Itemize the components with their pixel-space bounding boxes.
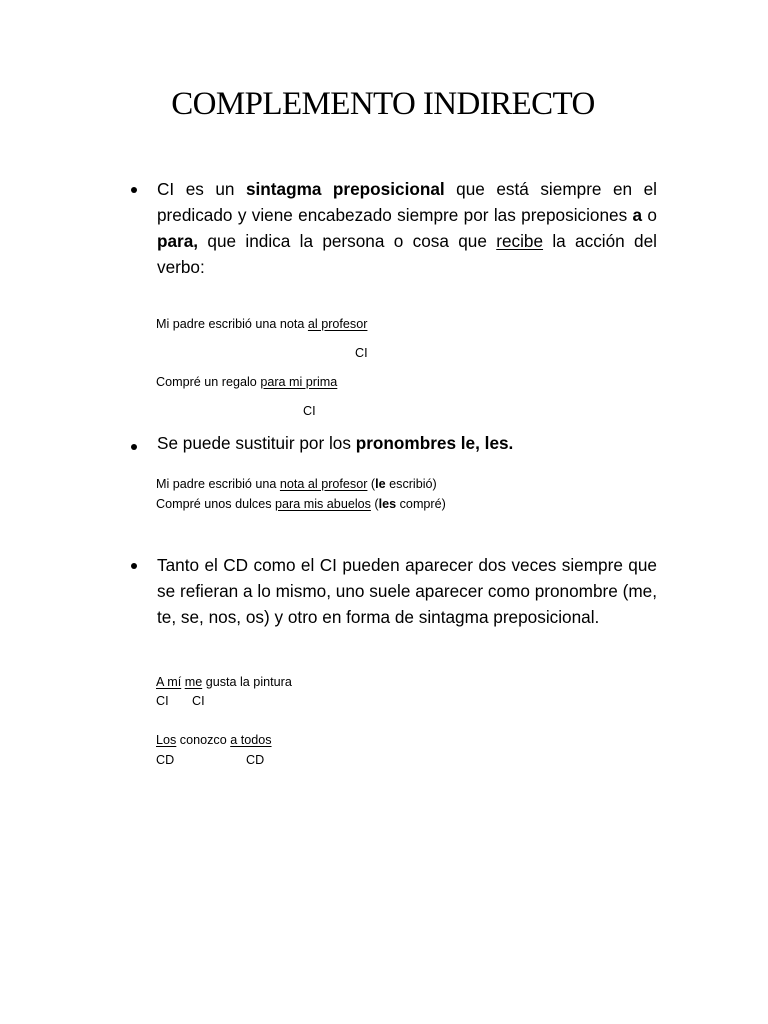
example-sentence	[156, 475, 437, 494]
bold-pronoun: les	[378, 497, 397, 511]
underlined-phrase: Los	[156, 733, 177, 747]
cd-label: CD	[246, 753, 265, 767]
bullet-3-text: Tanto el CD como el CI pueden aparecer dos veces siempre que se refieran a lo mismo, uno suele aparecer como pronombre (me, te, se, nos, os) y otro en forma de sintagma preposicional.	[157, 555, 657, 627]
text-run: o	[642, 205, 657, 225]
text-run: compré)	[396, 497, 446, 511]
example-sentence	[156, 373, 337, 392]
underlined-phrase: me	[184, 675, 203, 689]
underlined-phrase: para mi prima	[260, 375, 338, 389]
text-run: Mi padre escribió una nota	[156, 317, 308, 331]
ci-label: CI	[156, 694, 169, 708]
bullet-marker	[131, 444, 137, 450]
page-title: COMPLEMENTO INDIRECTO	[171, 86, 595, 122]
ci-label: CI	[303, 404, 316, 418]
example-sentence	[156, 673, 292, 692]
text-run: que está siempre en el predicado y viene encabezado siempre por las preposiciones	[157, 179, 657, 225]
underlined-phrase: a todos	[230, 733, 272, 747]
text-run: la acción del verbo:	[157, 231, 657, 277]
example-sentence	[156, 495, 446, 514]
text-run: (	[367, 477, 376, 491]
text-run: Mi padre escribió una	[156, 477, 280, 491]
underlined-phrase: A mí	[156, 675, 182, 689]
underlined-term: recibe	[496, 231, 544, 251]
bold-term: a	[632, 205, 643, 225]
underlined-phrase: al profesor	[307, 317, 368, 331]
underlined-phrase: nota al profesor	[279, 477, 368, 491]
text-run: escribió)	[385, 477, 437, 491]
text-run: gusta la pintura	[202, 675, 292, 689]
bullet-marker	[131, 187, 137, 193]
text-run: que indica la persona o cosa que	[198, 231, 497, 251]
bold-term: para,	[157, 231, 199, 251]
bold-pronoun: le	[375, 477, 386, 491]
bullet-1-text	[157, 176, 657, 280]
ci-label: CI	[355, 346, 368, 360]
text-run: Compré unos dulces	[156, 497, 276, 511]
text-run: conozco	[176, 733, 231, 747]
text-run: Compré un regalo	[156, 375, 261, 389]
example-sentence	[156, 315, 367, 334]
ci-label: CI	[192, 694, 205, 708]
example-sentence	[156, 731, 272, 750]
text-run: CI es un	[157, 179, 246, 199]
underlined-phrase: para mis abuelos	[275, 497, 371, 511]
bold-term: sintagma preposicional	[245, 179, 445, 199]
bold-term: pronombres le, les.	[355, 433, 514, 453]
text-run: (	[370, 497, 379, 511]
bullet-marker	[131, 563, 137, 569]
cd-label: CD	[156, 753, 175, 767]
text-run: Se puede sustituir por los	[157, 433, 356, 453]
bullet-2-text	[157, 430, 657, 456]
